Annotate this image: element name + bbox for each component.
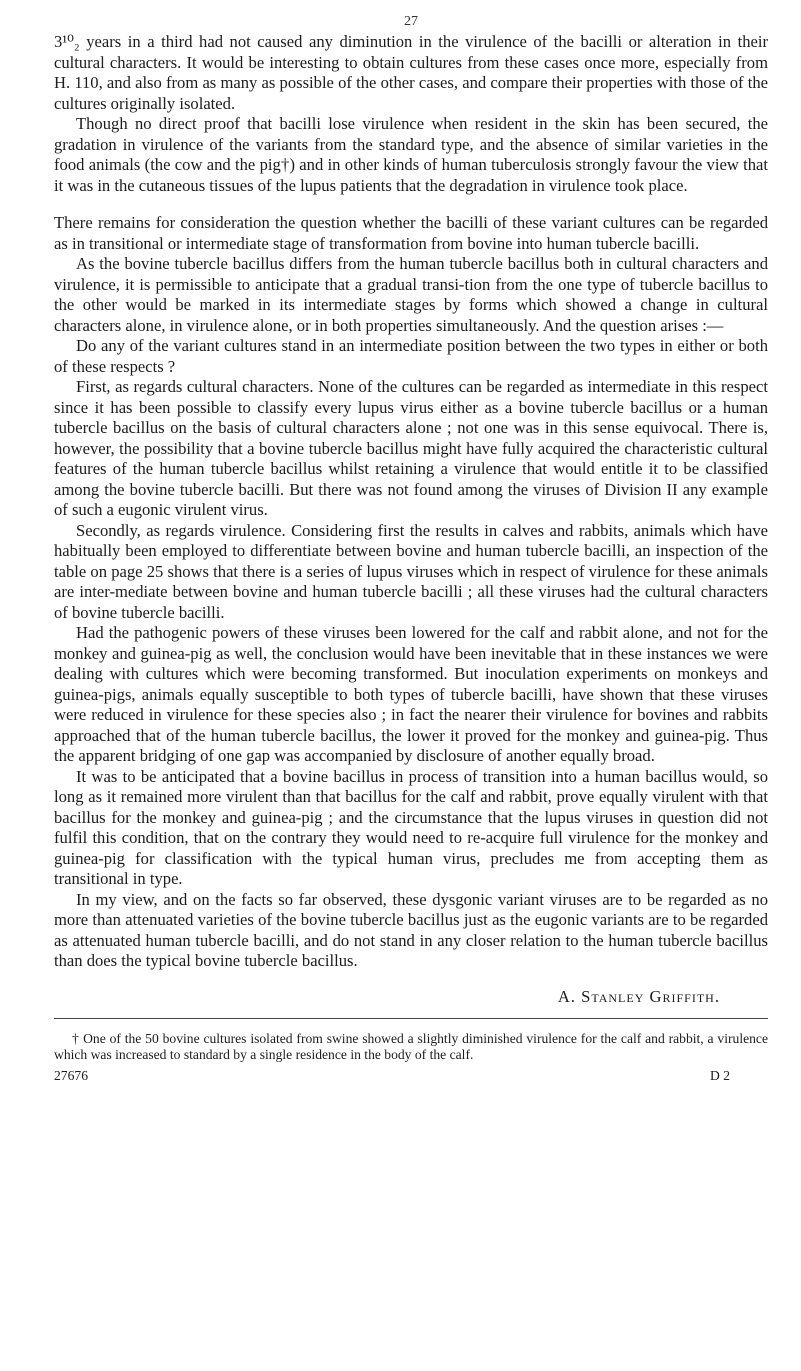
- footnote: † One of the 50 bovine cultures isolated from swine showed a slightly diminished virulence for the calf and rabbit, a virulence which was increased to standard by a single residence in the body of the calf.: [54, 1030, 768, 1062]
- paragraph-continuation: 3¹⁰₂ years in a third had not caused any diminution in the virulence of the bacilli or alteration in their cultural characters. It would be interesting to obtain cultures from these cases once more, especially from H. 110, and also from as many as possible of the other cases, and compare their properties with those of the cultures originally isolated.: [54, 32, 768, 113]
- paragraph-gap: [54, 196, 768, 213]
- footnote-divider: [54, 1018, 768, 1019]
- paragraph-intermediate-question: Do any of the variant cultures stand in an intermediate position between the two types in either or both of these respects ?: [54, 336, 768, 376]
- paragraph-virulence: Secondly, as regards virulence. Considering first the results in calves and rabbits, animals which have habitually been employed to differentiate between bovine and human tubercle bacilli, an inspection of the table on page 25 shows that there is a series of lupus viruses which in respect of virulence for these animals are inter-mediate between bovine and human tubercle bacilli ; all these viruses had the cultural characters of bovine tubercle bacilli.: [54, 520, 768, 622]
- footer-print-number: 27676: [54, 1067, 88, 1083]
- paragraph-cultural-characters: First, as regards cultural characters. None of the cultures can be regarded as intermediate in this respect since it has been possible to classify every lupus virus either as a bovine tubercle bacillus or a human tubercle bacillus on the basis of cultural characters alone ; not one was in this sense equivocal. There is, however, the possibility that a bovine tubercle bacillus might have fully acquired the characteristic cultural features of the human tubercle bacillus whilst retaining a virulence that would entitle it to be classified among the bovine tubercle bacilli. But there was not found among the viruses of Division II any example of such a eugonic virulent virus.: [54, 377, 768, 519]
- author-signature: A. Stanley Griffith.: [557, 986, 720, 1006]
- footer-signature-mark: D 2: [709, 1067, 730, 1083]
- paragraph-pathogenic-powers: Had the pathogenic powers of these viruses been lowered for the calf and rabbit alone, and not for the monkey and guinea-pig as well, the conclusion would have been inevitable that in these instances we were dealing with cultures which were becoming transformed. But inoculation experiments on monkeys and guinea-pigs, animals equally susceptible to both types of tubercle bacilli, have shown that these viruses were reduced in virulence for these species also ; in fact the nearer their virulence for bovines and rabbits approached that of the human tubercle bacillus, the lower it proved for the monkey and guinea-pig. Thus the apparent bridging of one gap was accompanied by disclosure of another equally broad.: [54, 623, 768, 765]
- paragraph-question-transitional: There remains for consideration the question whether the bacilli of these variant cultures can be regarded as in transitional or intermediate stage of transformation from bovine into human tubercle bacilli.: [54, 213, 768, 253]
- paragraph-bovine-differs: As the bovine tubercle bacillus differs from the human tubercle bacillus both in cultural characters and virulence, it is permissible to anticipate that a gradual transi-tion from the one type of tubercle bacillus to the other would be marked in its intermediate stages by forms which showed a change in cultural characters alone, in virulence alone, or in both properties simultaneously. And the question arises :—: [54, 254, 768, 335]
- paragraph-gradation: Though no direct proof that bacilli lose virulence when resident in the skin has been secured, the gradation in virulence of the variants from the standard type, and the absence of similar varieties in the food animals (the cow and the pig†) and in other kinds of human tuberculosis strongly favour the view that it was in the cutaneous tissues of the lupus patients that the degradation in virulence took place.: [54, 114, 768, 195]
- page-footer: [54, 1068, 768, 1084]
- document-page: [54, 12, 768, 1084]
- paragraph-transition-anticipated: It was to be anticipated that a bovine bacillus in process of transition into a human bacillus would, so long as it remained more virulent than that bacillus for the calf and rabbit, prove equally virulent with that bacillus for the monkey and guinea-pig ; and the circumstance that the lupus viruses in question did not fulfil this condition, that on the contrary they would need to re-acquire full virulence for the monkey and guinea-pig for classification with the typical human virus, precludes me from accepting them as transitional in type.: [54, 766, 768, 888]
- paragraph-conclusion: In my view, and on the facts so far observed, these dysgonic variant viruses are to be regarded as no more than attenuated varieties of the bovine tubercle bacillus just as the eugonic variants are to be regarded as attenuated human tubercle bacilli, and do not stand in any closer relation to the human tubercle bacillus than does the typical bovine tubercle bacillus.: [54, 889, 768, 970]
- page-number: 27: [404, 14, 418, 29]
